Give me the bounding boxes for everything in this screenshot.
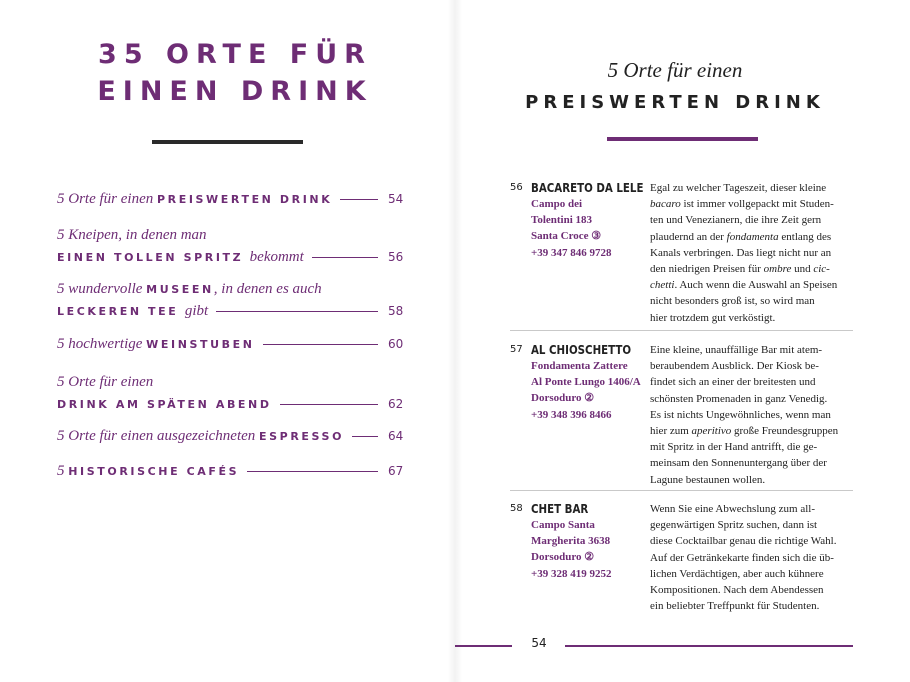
toc-entry-line — [57, 393, 402, 415]
chapter-title-line-2: EINEN DRINK — [97, 76, 373, 107]
venue-description-line: Kanals verbringen. Das liegt nicht nur an — [650, 246, 832, 259]
venue-phone: +39 347 846 9728 — [531, 246, 612, 259]
toc-text: 5 Kneipen, in denen man — [57, 226, 207, 243]
venue-address-line: Al Ponte Lungo 1406/A — [531, 376, 641, 389]
toc-leader-line — [247, 471, 378, 472]
toc-page-number: 64 — [388, 429, 404, 443]
venue-phone: +39 348 396 8466 — [531, 408, 612, 421]
toc-page-number: 58 — [388, 304, 404, 318]
toc-keyword: WEINSTUBEN — [146, 337, 255, 351]
section-title: PREISWERTEN DRINK — [525, 92, 825, 113]
toc-leader-line — [280, 404, 378, 405]
venue-description-line: diese Cocktailbar genau die richtige Wahl. — [650, 535, 837, 548]
venue-description-line: findet sich an einer der breitesten und — [650, 376, 816, 389]
venue-description-line: ten und Venezianern, die ihre Zeit gern — [650, 214, 822, 227]
toc-page-number: 60 — [388, 337, 404, 351]
venue-description-line: lichen Verdächtigen, aber auch kühnere — [650, 567, 824, 580]
venue-description-line: Egal zu welcher Tageszeit, dieser kleine — [650, 182, 827, 194]
book-gutter — [448, 0, 462, 682]
toc-page-number: 62 — [388, 397, 404, 411]
title-divider — [152, 140, 303, 144]
venue-address-line: Dorsoduro ② — [531, 551, 595, 564]
venue-address-line: Margherita 3638 — [531, 535, 611, 548]
toc-leader-line — [263, 344, 378, 345]
toc-entry-line — [57, 246, 402, 268]
toc-keyword: EINEN TOLLEN SPRITZ — [57, 250, 250, 264]
venue-description-line: den niedrigen Preisen für ombre und cic- — [650, 263, 830, 276]
toc-keyword: DRINK AM SPÄTEN ABEND — [57, 397, 272, 411]
venue-description-line: ein beliebter Treffpunkt für Studenten. — [650, 600, 820, 613]
footer-rule-right — [565, 645, 853, 647]
venue-address-line: Campo dei — [531, 198, 583, 210]
venue-description-line: schönsten Promenaden in ganz Venedig. — [650, 392, 828, 405]
venue-description-line: hier zum aperitivo große Freundesgruppen — [650, 425, 839, 438]
toc-text: 5 Orte für einen — [57, 373, 154, 390]
chapter-title-line-1: 35 ORTE FÜR — [98, 39, 372, 70]
venue-name: CHET BAR — [531, 501, 589, 516]
toc-page-number: 54 — [388, 192, 404, 206]
venue-name: AL CHIOSCHETTO — [531, 342, 632, 357]
toc-entry[interactable] — [57, 224, 402, 268]
venue-description-line: Wenn Sie eine Abwechslung zum all- — [650, 503, 815, 515]
venue-description-line: gegenwärtigen Spritz suchen, dann ist — [650, 519, 818, 532]
venue-address-line: Dorsoduro ② — [531, 392, 595, 405]
venue-description-line: bacaro ist immer vollgepackt mit Studen- — [650, 198, 834, 211]
venue-address-line: Campo Santa — [531, 519, 595, 531]
section-divider — [607, 137, 758, 141]
toc-text: 5 hochwertige — [57, 335, 147, 352]
toc-text: , in denen es auch — [213, 280, 322, 297]
venue-description-line: plaudernd an der fondamenta entlang des — [650, 230, 832, 243]
venue-description-line: Auf der Getränkekarte finden sich die üb- — [650, 551, 834, 564]
toc-entry-line — [57, 188, 402, 210]
toc-entry[interactable] — [57, 278, 402, 322]
toc-keyword: MUSEEN — [146, 282, 214, 296]
venue-address — [531, 517, 646, 582]
chapter-title — [60, 36, 410, 110]
venue-separator — [510, 330, 853, 331]
venue-description-line: Kompositionen. Nach dem Abendessen — [650, 584, 824, 597]
venue-number: 56 — [510, 182, 523, 193]
venue-description-line: Lagune bestaunen wollen. — [650, 473, 766, 486]
toc-entry-line — [57, 333, 402, 355]
venue-separator — [510, 490, 853, 491]
venue-description — [650, 501, 860, 614]
venue-description-line: chetti. Auch wenn die Auswahl an Speisen — [650, 279, 838, 292]
toc-entry-line — [57, 300, 402, 322]
toc-entry-line — [57, 425, 402, 447]
venue-address-line: Fondamenta Zattere — [531, 360, 628, 372]
toc-entry[interactable] — [57, 425, 402, 447]
venue-number: 58 — [510, 503, 523, 514]
page-number: 54 — [531, 636, 547, 650]
venue-description-line: mit Spritz in der Hand antrifft, die ge- — [650, 441, 818, 454]
toc-entry-line — [57, 224, 402, 246]
venue-phone: +39 328 419 9252 — [531, 567, 612, 580]
venue-description-line: meinsam den Sonnenuntergang über der — [650, 457, 827, 470]
venue-address-line: Tolentini 183 — [531, 214, 593, 227]
toc-keyword: ESPRESSO — [259, 429, 345, 443]
toc-text: 5 Orte für einen ausgezeichneten — [57, 427, 260, 444]
toc-leader-line — [216, 311, 378, 312]
footer-rule-left — [455, 645, 512, 647]
venue-number: 57 — [510, 344, 523, 355]
venue-address — [531, 358, 646, 423]
venue-description-line: Es ist nichts Ungewöhnliches, wenn man — [650, 408, 831, 421]
toc-text: 5 Orte für einen — [57, 190, 157, 207]
toc-leader-line — [352, 436, 378, 437]
toc-entry-line — [57, 371, 402, 393]
venue-description-line: hier trotzdem gut verköstigt. — [650, 311, 776, 324]
venue-description-line: beraubendem Ausblick. Der Kiosk be- — [650, 360, 819, 373]
toc-entry-line — [57, 278, 402, 300]
section-subtitle: 5 Orte für einen — [607, 58, 743, 82]
venue-description — [650, 180, 860, 326]
toc-text: bekommt — [249, 248, 304, 265]
venue-description — [650, 342, 860, 488]
toc-keyword: PREISWERTEN DRINK — [156, 192, 333, 206]
toc-text: 5 wundervolle — [57, 280, 147, 297]
toc-keyword: HISTORISCHE CAFÉS — [68, 464, 240, 478]
toc-leader-line — [340, 199, 378, 200]
toc-page-number: 67 — [388, 464, 404, 478]
toc-page-number: 56 — [388, 250, 404, 264]
toc-text: 5 — [57, 462, 69, 479]
toc-entry[interactable] — [57, 460, 402, 482]
venue-address-line: Santa Croce ③ — [531, 230, 602, 243]
toc-leader-line — [312, 257, 378, 258]
toc-entry[interactable] — [57, 188, 402, 210]
toc-text: gibt — [184, 302, 209, 319]
venue-address — [531, 196, 646, 261]
venue-description-line: Eine kleine, unauffällige Bar mit atem- — [650, 344, 823, 356]
toc-keyword: LECKEREN TEE — [57, 304, 185, 318]
toc-entry[interactable] — [57, 333, 402, 355]
toc-entry[interactable] — [57, 371, 402, 415]
venue-description-line: nicht besonders groß ist, so wird man — [650, 295, 815, 308]
toc-entry-line — [57, 460, 402, 482]
venue-name: BACARETO DA LELE — [531, 180, 644, 195]
